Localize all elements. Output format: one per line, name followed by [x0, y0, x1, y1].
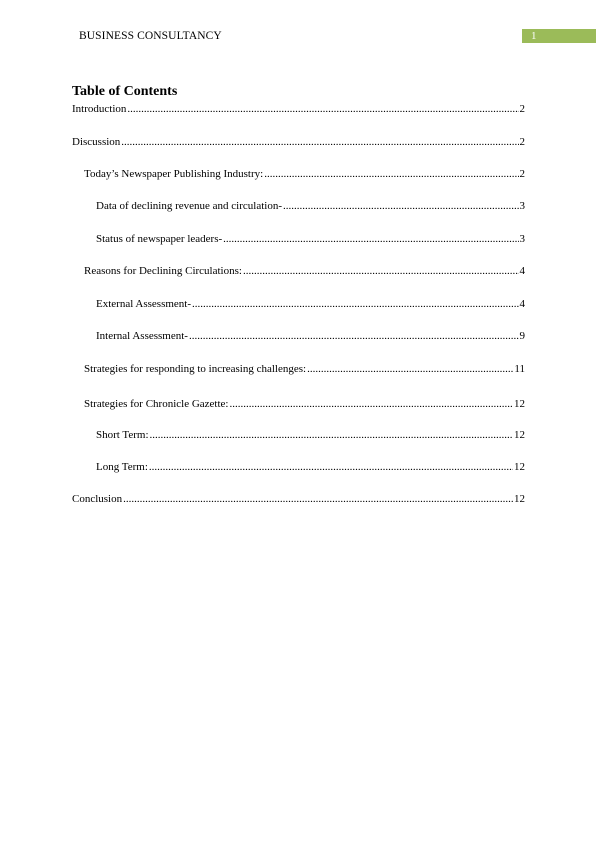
toc-entry-page: 4 [519, 265, 525, 277]
toc-entry-external-assessment[interactable] [96, 297, 525, 311]
toc-entry-page: 12 [514, 461, 525, 473]
toc-entry-short-term[interactable] [96, 428, 525, 442]
toc-entry-label: Long Term: [96, 461, 148, 473]
toc-entry-newspaper-leaders[interactable] [96, 232, 525, 246]
toc-entry-page: 4 [519, 298, 525, 310]
toc-entry-label: External Assessment- [96, 298, 192, 310]
toc-leader-dots [127, 102, 518, 116]
toc-leader-dots [149, 460, 513, 474]
toc-leader-dots [189, 329, 519, 343]
toc-entry-label: Short Term: [96, 429, 149, 441]
toc-entry-page: 2 [519, 168, 525, 180]
toc-entry-discussion[interactable] [72, 135, 525, 149]
toc-entry-page: 3 [519, 233, 525, 245]
toc-entry-internal-assessment[interactable] [96, 329, 525, 343]
toc-entry-label: Status of newspaper leaders- [96, 233, 223, 245]
toc-entry-strategies-challenges[interactable] [84, 362, 525, 376]
toc-leader-dots [307, 362, 513, 376]
toc-entry-label: Discussion [72, 136, 121, 148]
toc-entry-long-term[interactable] [96, 460, 525, 474]
toc-entry-label: Strategies for Chronicle Gazette: [84, 398, 229, 410]
toc-entry-label: Introduction [72, 103, 127, 115]
toc-entry-page: 12 [514, 429, 525, 441]
toc-entry-label: Data of declining revenue and circulation- [96, 200, 283, 212]
toc-leader-dots [283, 199, 518, 213]
toc-entry-label: Conclusion [72, 493, 123, 505]
toc-entry-page: 3 [519, 200, 525, 212]
toc-entry-conclusion[interactable] [72, 492, 525, 506]
toc-leader-dots [243, 264, 519, 278]
toc-leader-dots [229, 397, 513, 411]
toc-entry-page: 2 [519, 103, 525, 115]
toc-entry-strategies-chronicle[interactable] [84, 397, 525, 411]
toc-entry-declining-revenue[interactable] [96, 199, 525, 213]
page-number-badge: 1 [522, 29, 596, 43]
toc-leader-dots [223, 232, 518, 246]
toc-leader-dots [192, 297, 518, 311]
toc-title: Table of Contents [72, 84, 178, 99]
toc-leader-dots [121, 135, 518, 149]
toc-leader-dots [123, 492, 513, 506]
toc-entry-declining-circulations[interactable] [84, 264, 525, 278]
running-header: BUSINESS CONSULTANCY [79, 30, 222, 42]
toc-entry-newspaper-industry[interactable] [84, 167, 525, 181]
toc-entry-introduction[interactable] [72, 102, 525, 116]
toc-entry-label: Reasons for Declining Circulations: [84, 265, 242, 277]
toc-entry-page: 12 [514, 398, 525, 410]
toc-entry-label: Today’s Newspaper Publishing Industry: [84, 168, 264, 180]
toc-entry-page: 11 [514, 363, 525, 375]
toc-entry-label: Internal Assessment- [96, 330, 188, 342]
toc-leader-dots [150, 428, 514, 442]
toc-leader-dots [264, 167, 518, 181]
toc-entry-page: 9 [519, 330, 525, 342]
toc-entry-label: Strategies for responding to increasing challenges: [84, 363, 307, 375]
toc-entry-page: 12 [514, 493, 525, 505]
toc-entry-page: 2 [519, 136, 525, 148]
